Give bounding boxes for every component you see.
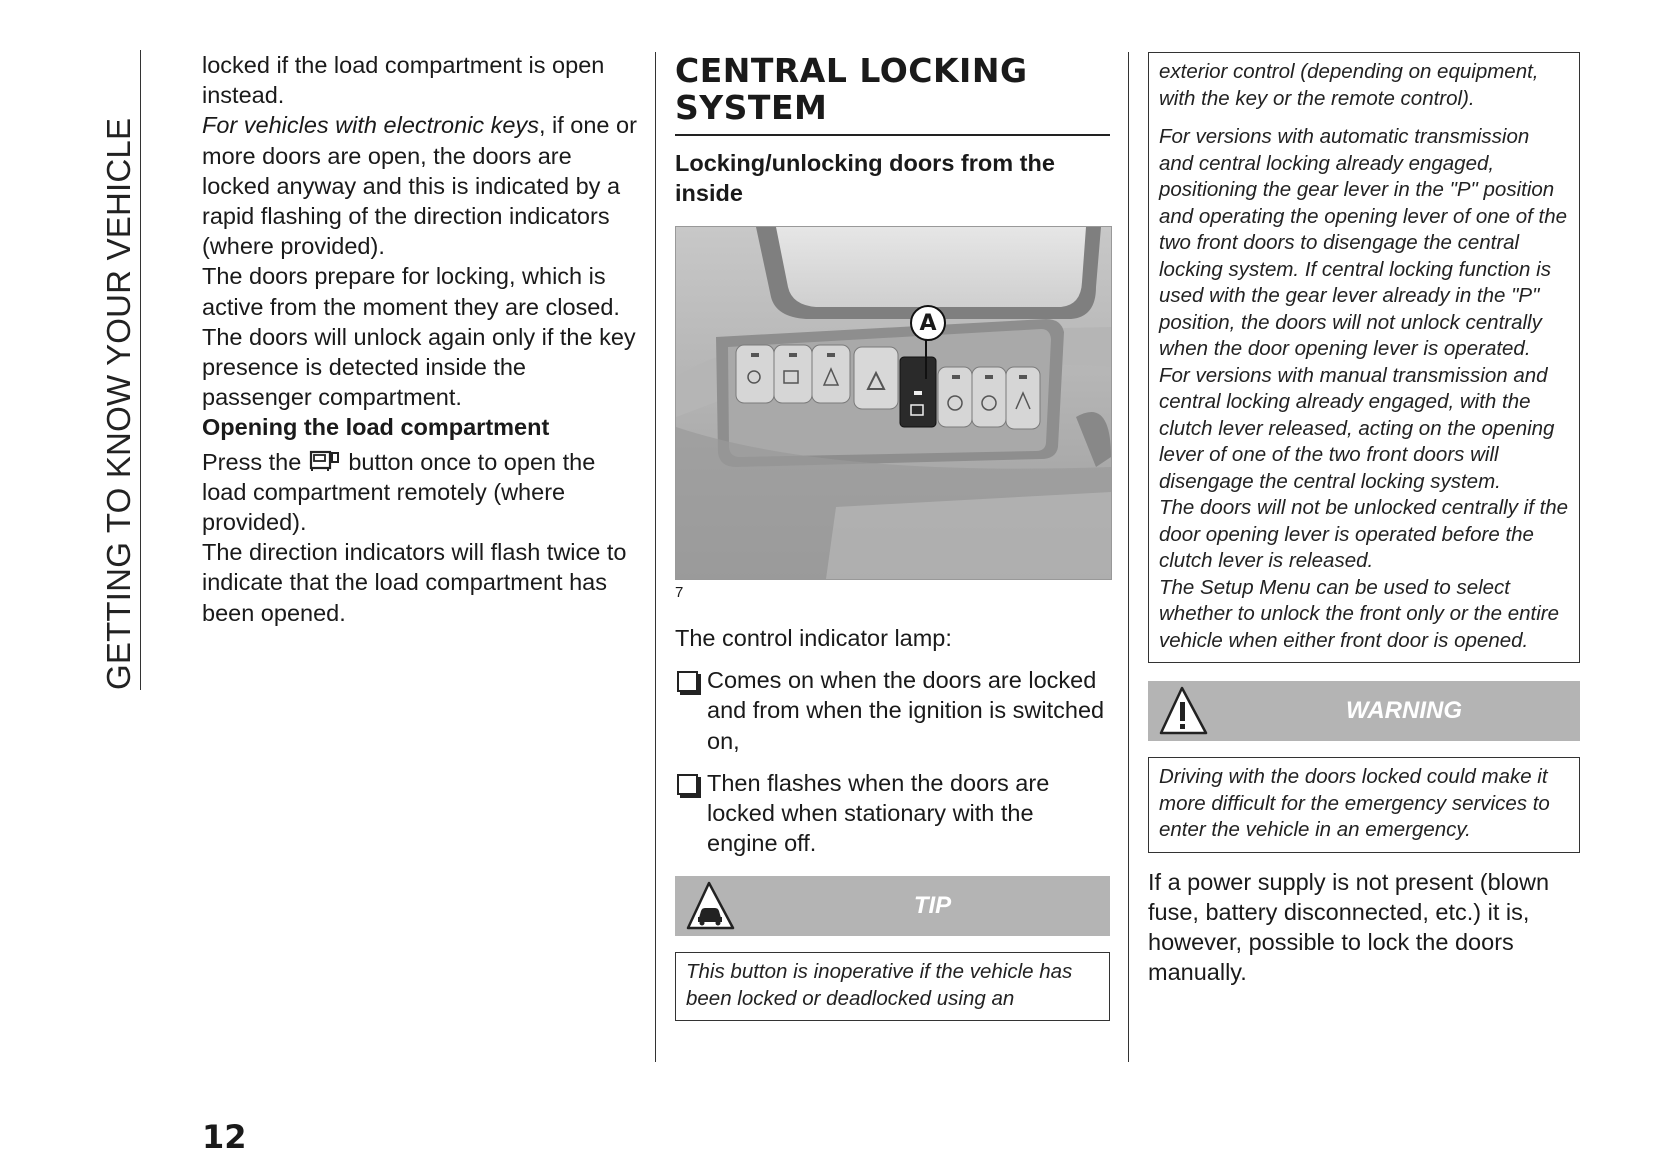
- list-item: [675, 768, 1110, 859]
- warning-bar: [1148, 681, 1580, 741]
- subheading: Opening the load compartment: [202, 414, 550, 441]
- warning-text: Driving with the doors locked could make it more difficult for the emergency services to enter the vehicle in an emergency.: [1159, 765, 1550, 841]
- sidebar-title-block: GETTING TO KNOW YOUR VEHICLE: [100, 50, 141, 690]
- tip-box: [675, 952, 1110, 1021]
- tip-box-continued: [1148, 52, 1580, 663]
- tip-label: TIP: [913, 892, 952, 920]
- warning-triangle-icon: [1158, 685, 1210, 737]
- paragraph: [202, 447, 642, 538]
- checkbox-bullet-icon: [677, 774, 698, 795]
- load-compartment-button-icon: [308, 447, 342, 473]
- tip-bar: [675, 876, 1110, 936]
- manual-transmission-text: For versions with manual transmission and central locking already engaged, with the clutch lever released, acting on the opening lever of one of the two front doors will disengage the central locking system.: [1159, 363, 1555, 493]
- page-number: 12: [202, 1118, 247, 1156]
- section-heading: CENTRAL LOCKING SYSTEM: [675, 51, 1028, 127]
- paragraph: locked if the load compartment is open instead.: [202, 52, 605, 109]
- paragraph: The direction indicators will flash twice to indicate that the load compartment has been opened.: [202, 539, 627, 626]
- car-tip-icon: [685, 880, 737, 932]
- figure-callout: [910, 305, 946, 341]
- setup-menu-text: The Setup Menu can be used to select whether to unlock the front only or the entire vehicle when either front door is opened.: [1159, 575, 1559, 652]
- figure-callout-letter: A: [919, 310, 937, 336]
- column-1: [202, 50, 642, 628]
- list-item-text: Then flashes when the doors are locked when stationary with the engine off.: [707, 769, 1050, 857]
- warning-box: [1148, 757, 1580, 853]
- column-divider: [1128, 52, 1129, 1062]
- automatic-transmission-text: For versions with automatic transmission and central locking already engaged, positioning the gear lever in the "P" position and operating the opening lever of one of the two front doors to disengage the central locking system. If central locking function is used with the gear lever already in the "P" position, the doors will not unlock centrally when the door opening lever is operated.: [1159, 125, 1568, 360]
- tip-text: This button is inoperative if the vehicle has been locked or deadlocked using an: [686, 960, 1073, 1010]
- dashboard-switch-photo: [675, 226, 1112, 580]
- paragraph-text: , if one or more doors are open, the doors are locked anyway and this is indicated by a rapid flashing of the direction indicators (where provided).: [202, 112, 637, 260]
- warning-label: WARNING: [1346, 697, 1462, 724]
- paragraph: If a power supply is not present (blown fuse, battery disconnected, etc.) it is, however, possible to lock the doors manually.: [1148, 868, 1550, 986]
- heading-rule: [675, 134, 1110, 136]
- paragraph: The doors prepare for locking, which is active from the moment they are closed. The doors will unlock again only if the key presence is detected inside the passenger compartment.: [202, 263, 636, 411]
- subheading: Locking/unlocking doors from the inside: [675, 150, 1055, 206]
- manual-transmission-text-2: The doors will not be unlocked centrally if the door opening lever is operated before the clutch lever is released.: [1159, 496, 1569, 572]
- italic-phrase: For vehicles with electronic keys: [202, 112, 539, 139]
- checkbox-bullet-icon: [677, 671, 698, 692]
- paragraph: The control indicator lamp:: [675, 625, 952, 651]
- column-3: [1148, 52, 1580, 987]
- paragraph-text: button once to open the load compartment remotely (where provided).: [202, 448, 596, 536]
- tip-continued-text: exterior control (depending on equipment, with the key or the remote control).: [1159, 60, 1539, 110]
- column-divider: [655, 52, 656, 1062]
- figure-number: 7: [675, 584, 684, 601]
- column-2: [675, 50, 1110, 1021]
- bullet-list: [675, 665, 1110, 858]
- paragraph: [202, 110, 642, 261]
- paragraph-text: Press the: [202, 448, 308, 475]
- list-item: [675, 665, 1110, 756]
- list-item-text: Comes on when the doors are locked and from when the ignition is switched on,: [707, 667, 1105, 754]
- dashboard-switch-illustration: [676, 227, 1111, 579]
